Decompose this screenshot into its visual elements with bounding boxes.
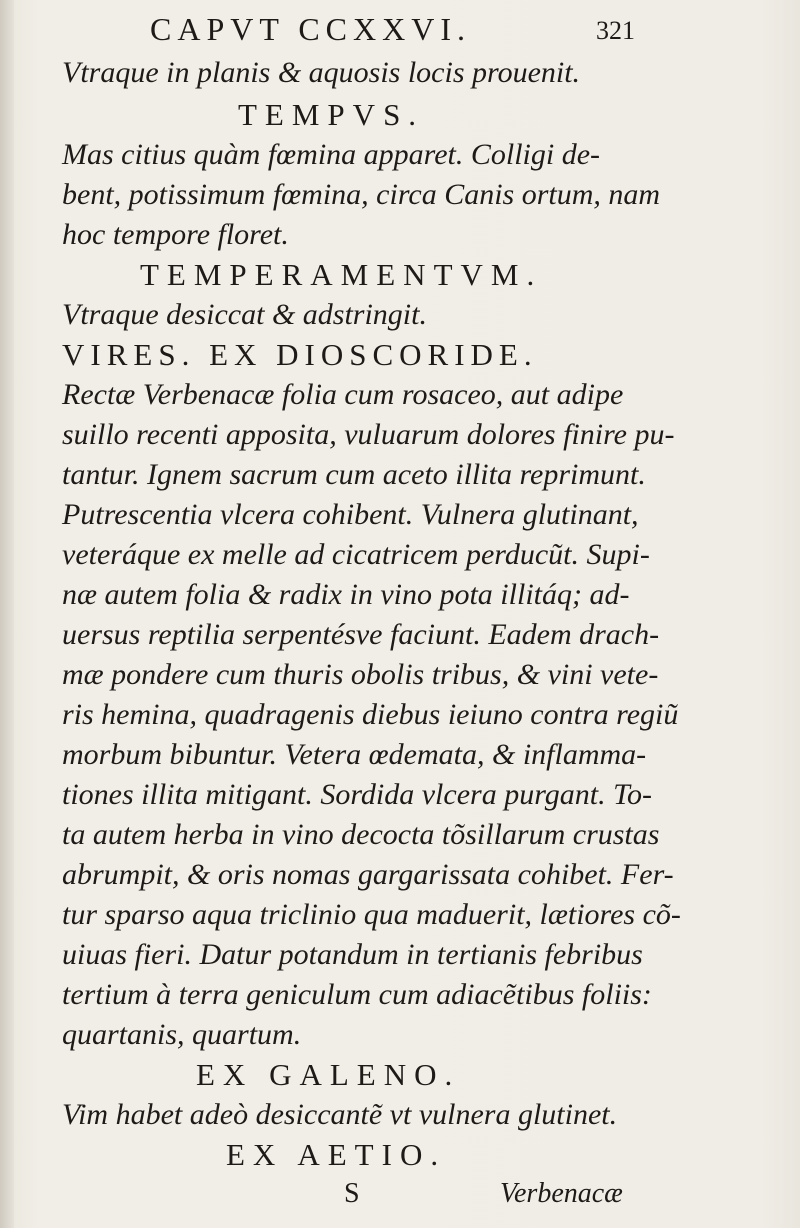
text-line: tantur. Ignem sacrum cum aceto illita reprimunt. <box>62 458 646 491</box>
running-head: CAPVT CCXXVI. <box>150 11 471 47</box>
page-number: 321 <box>596 16 635 45</box>
text-line: mæ pondere cum thuris obolis tribus, & vini vete- <box>62 658 659 691</box>
text-line: suillo recenti apposita, vuluarum dolores finire pu- <box>62 418 675 451</box>
text-line: morbum bibuntur. Vetera œdemata, & inflamma- <box>62 738 647 771</box>
page-gutter <box>0 0 14 1228</box>
text-line: veteráque ex melle ad cicatricem perducũt. Supi- <box>62 538 650 571</box>
text-line: hoc tempore floret. <box>62 218 289 251</box>
text-line: quartanis, quartum. <box>62 1018 302 1051</box>
section-heading-galeno: EX GALENO. <box>196 1057 461 1092</box>
text-line: uiuas fieri. Datur potandum in tertianis febribus <box>62 938 643 971</box>
text-line: Vtraque desiccat & adstringit. <box>62 298 427 331</box>
text-line: Rectæ Verbenacæ folia cum rosaceo, aut adipe <box>62 378 624 411</box>
text-line: abrumpit, & oris nomas gargarissata cohibet. Fer- <box>62 858 674 891</box>
section-heading-vires: VIRES. EX DIOSCORIDE. <box>62 337 538 372</box>
text-line: Mas citius quàm fœmina apparet. Colligi de- <box>62 138 601 171</box>
section-heading-aetio: EX AETIO. <box>226 1137 447 1172</box>
section-heading-temperamentum: TEMPERAMENTVM. <box>140 257 543 292</box>
section-heading-tempus: TEMPVS. <box>238 97 425 132</box>
signature-mark: S <box>344 1178 360 1209</box>
text-line: uersus reptilia serpentésve faciunt. Eadem drach- <box>62 618 660 651</box>
catchword: Verbenacæ <box>500 1178 623 1209</box>
text-line: ta autem herba in vino decocta tõsillarum crustas <box>62 818 660 851</box>
text-line: tiones illita mitigant. Sordida vlcera purgant. To- <box>62 778 653 811</box>
text-line: ris hemina, quadragenis diebus ieiuno contra regiũ <box>62 698 679 731</box>
text-line: bent, potissimum fœmina, circa Canis ortum, nam <box>62 178 661 211</box>
text-line: Vim habet adeò desiccantẽ vt vulnera glutinet. <box>62 1098 618 1131</box>
text-line: Vtraque in planis & aquosis locis prouenit. <box>62 56 581 89</box>
text-line: tur sparso aqua triclinio qua maduerit, lætiores cõ- <box>62 898 681 931</box>
text-line: tertium à terra geniculum cum adiacẽtibus foliis: <box>62 978 652 1011</box>
text-line: næ autem folia & radix in vino pota illitáq; ad- <box>62 578 630 611</box>
text-line: Putrescentia vlcera cohibent. Vulnera glutinant, <box>62 498 639 531</box>
